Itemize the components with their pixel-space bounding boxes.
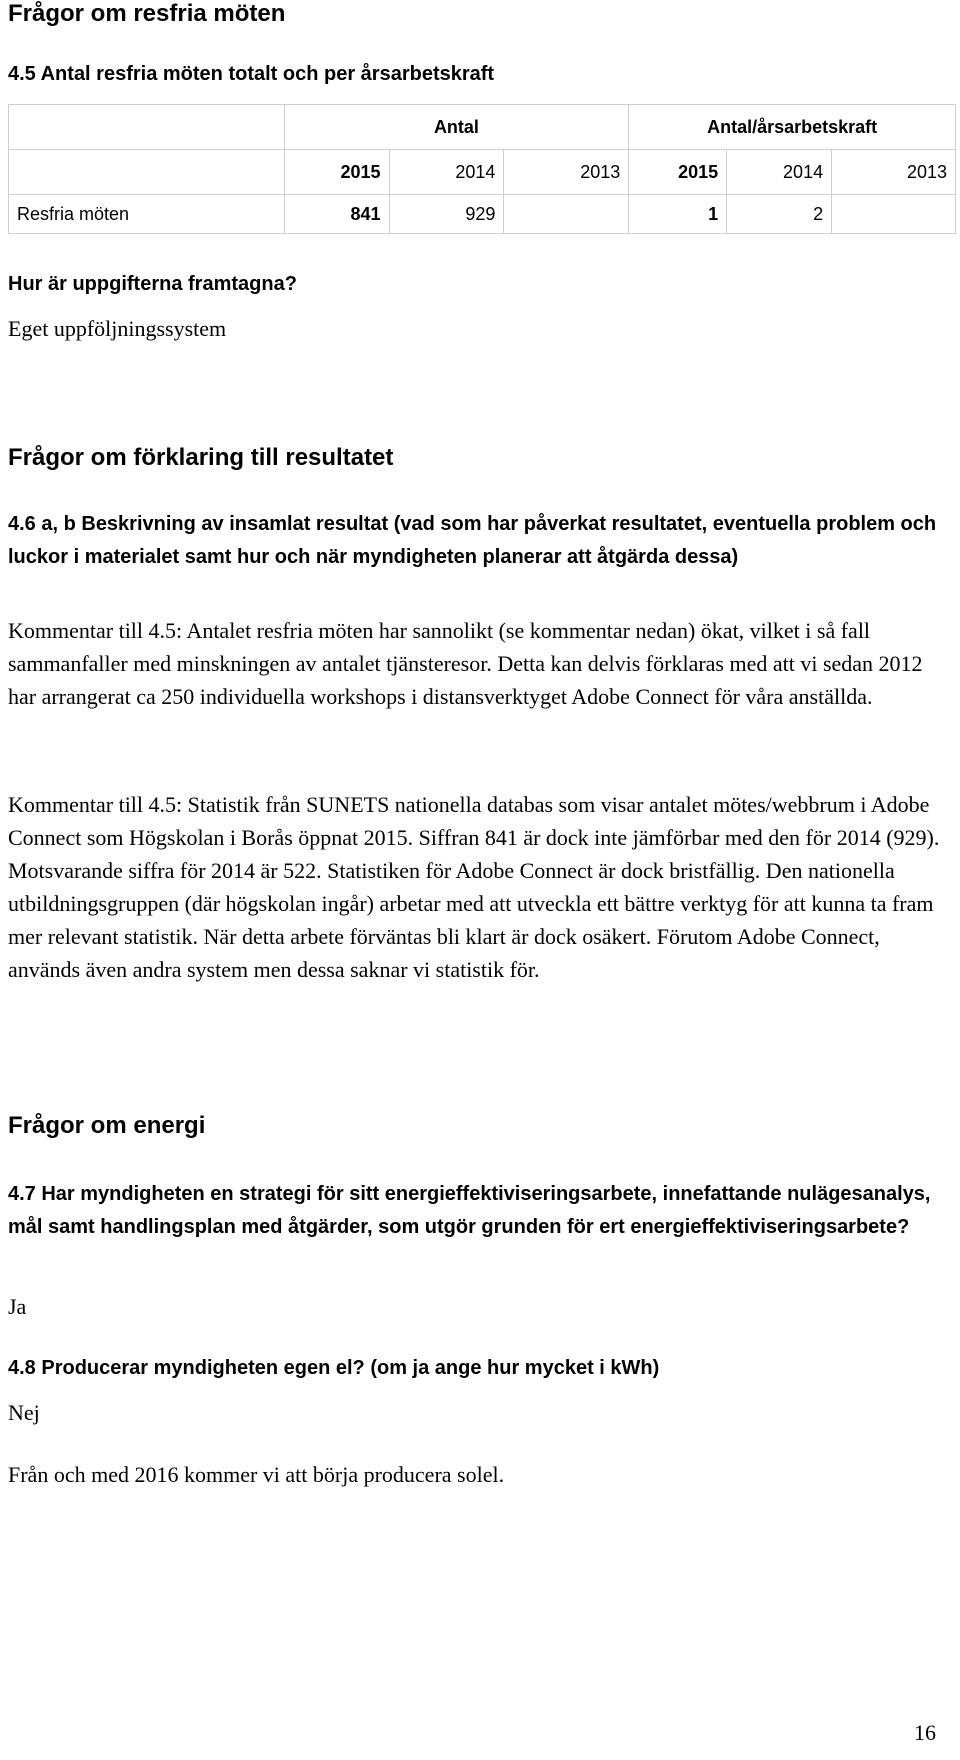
year-header: 2013 (832, 150, 956, 195)
table-year-header-row (9, 150, 956, 195)
year-header: 2014 (727, 150, 832, 195)
resfria-table (8, 104, 956, 234)
comment-1: Kommentar till 4.5: Antalet resfria möten har sannolikt (se kommentar nedan) ökat, vilket i så fall sammanfaller med minskningen av antalet tjänsteresor. Detta kan delvis förklaras med att vi sedan 2012 har arrangerat ca 250 individuella workshops i distansverktyget Adobe Connect för våra anställda. (8, 618, 923, 709)
section-heading-resfria: Frågor om resfria möten (8, 0, 286, 27)
section-heading-energi: Frågor om energi (8, 1112, 206, 1139)
value-cell: 2 (727, 195, 832, 234)
question-4-5: 4.5 Antal resfria möten totalt och per årsarbetskraft (8, 63, 495, 85)
year-header: 2015 (629, 150, 727, 195)
table-corner-cell (9, 150, 285, 195)
comment-2: Kommentar till 4.5: Statistik från SUNETS nationella databas som visar antalet mötes/webbrum i Adobe Connect som Högskolan i Borås öppnat 2015. Siffran 841 är dock inte jämförbar med den för 2014 (929). Motsvarande siffra för 2014 är 522. Statistiken för Adobe Connect är dock bristfällig. Den nationella utbildningsgruppen (där högskolan ingår) arbetar med att utveckla ett bättre verktyg för att kunna ta fram mer relevant statistik. När detta arbete förväntas bli klart är dock osäkert. Förutom Adobe Connect, används även andra system men dessa saknar vi statistik för. (8, 792, 940, 982)
year-header: 2013 (504, 150, 629, 195)
table-group-header-row (9, 105, 956, 150)
year-header: 2015 (284, 150, 389, 195)
group-header-antal-per-arsarbetskraft: Antal/årsarbetskraft (629, 105, 956, 150)
value-cell (504, 195, 629, 234)
table-corner-cell (9, 105, 285, 150)
group-header-antal: Antal (284, 105, 629, 150)
question-4-6: 4.6 a, b Beskrivning av insamlat resultat (vad som har påverkat resultatet, eventuella problem och luckor i materialet samt hur och när myndigheten planerar att åtgärda dessa) (8, 513, 937, 568)
value-cell: 841 (284, 195, 389, 234)
answer-4-7: Ja (8, 1294, 27, 1319)
answer-4-8: Nej (8, 1400, 40, 1425)
note-4-8: Från och med 2016 kommer vi att börja producera solel. (8, 1462, 505, 1487)
table-row (9, 195, 956, 234)
method-answer: Eget uppföljningssystem (8, 316, 227, 341)
value-cell: 1 (629, 195, 727, 234)
value-cell (832, 195, 956, 234)
method-question: Hur är uppgifterna framtagna? (8, 273, 297, 295)
question-4-7: 4.7 Har myndigheten en strategi för sitt energieffektiviseringsarbete, innefattande nulägesanalys, mål samt handlingsplan med åtgärder, som utgör grunden för ert energieffektiviseringsarbete? (8, 1183, 931, 1238)
year-header: 2014 (389, 150, 504, 195)
page-number: 16 (914, 1720, 936, 1745)
section-heading-forklaring: Frågor om förklaring till resultatet (8, 444, 394, 471)
row-label: Resfria möten (9, 195, 285, 234)
value-cell: 929 (389, 195, 504, 234)
question-4-8: 4.8 Producerar myndigheten egen el? (om ja ange hur mycket i kWh) (8, 1357, 660, 1379)
